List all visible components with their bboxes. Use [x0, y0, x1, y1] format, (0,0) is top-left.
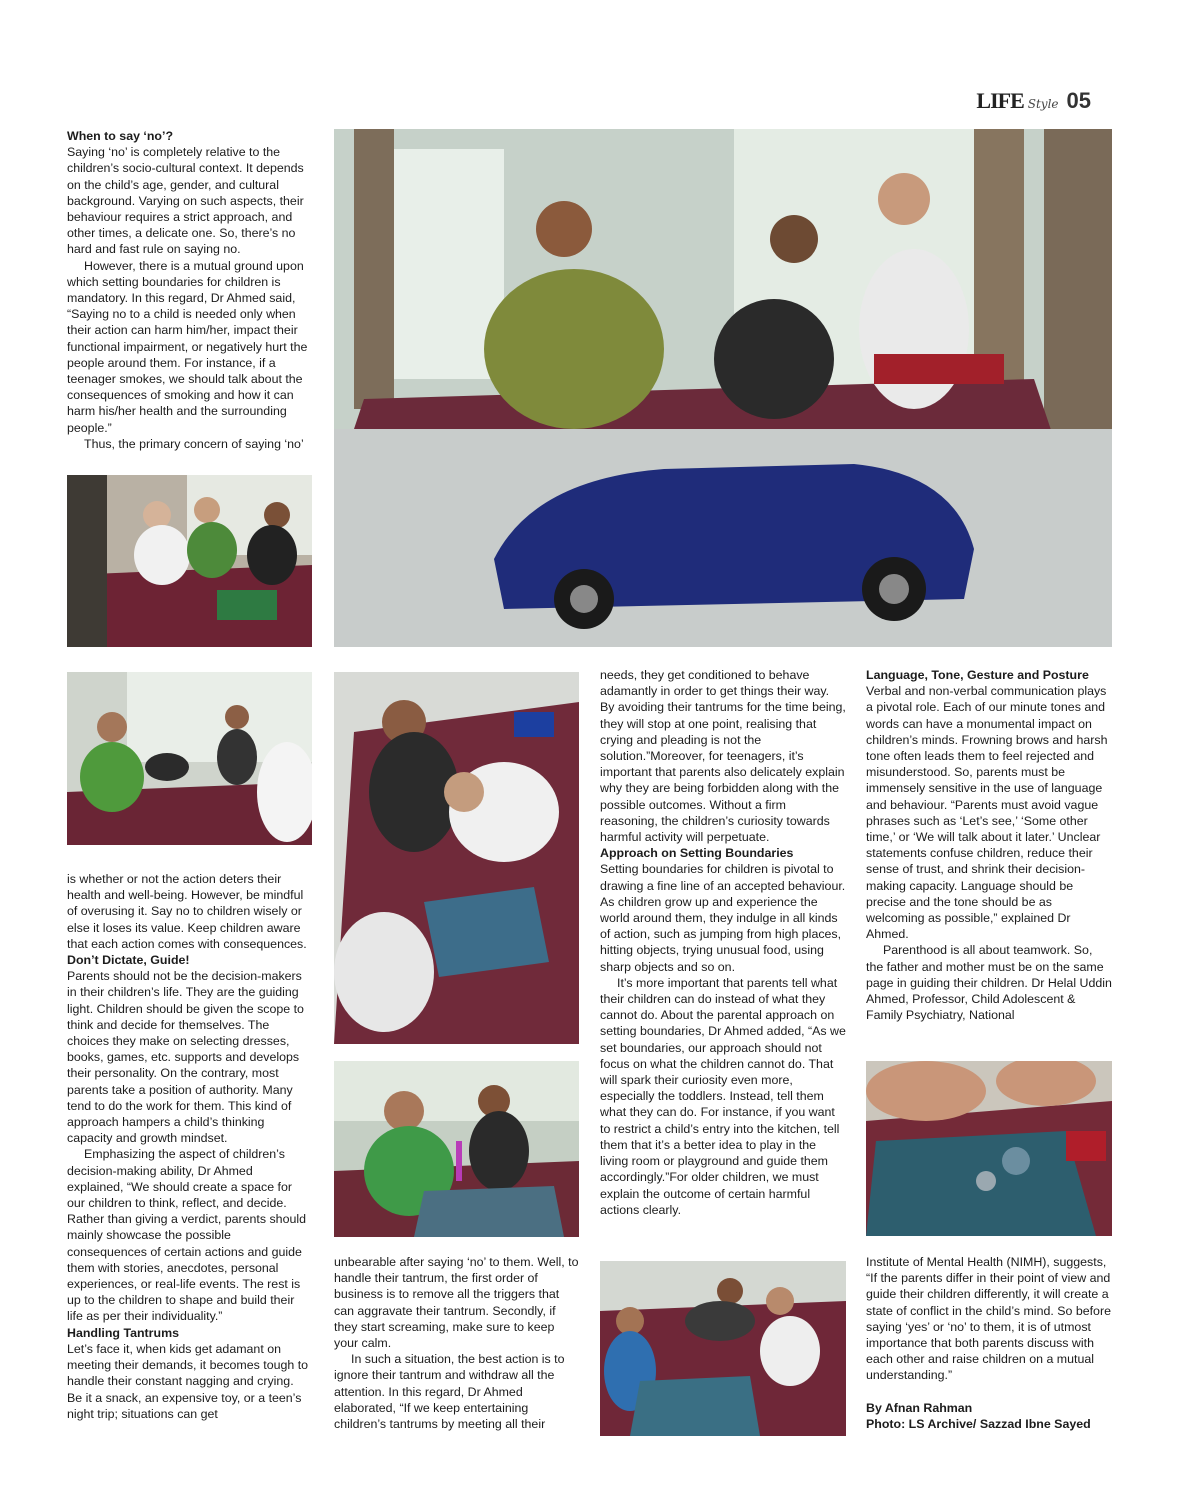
masthead — [976, 88, 1091, 114]
byline-author: By Afnan Rahman — [866, 1400, 973, 1415]
paragraph: needs, they get conditioned to behave adamantly in order to get things their way. By avoiding their tantrums for the time being, they will stop at one point, realising that crying and pleading is not the solution.”Moreover, for teenagers, it’s important that parents also delicately explain why they are being forbidden along with the possible outcomes. Without a firm reasoning, the children’s curiosity towards harmful activity will perpetuate. — [600, 668, 846, 845]
column-1-bottom — [67, 871, 312, 1422]
photo-center-mid — [334, 672, 579, 1044]
heading-language-tone: Language, Tone, Gesture and Posture — [866, 668, 1089, 682]
paragraph: Parenthood is all about teamwork. So, the father and mother must be on the same page in guiding their children. Dr Helal Uddin Ahmed, Professor, Child Adolescent & Family Psychiatry, National — [866, 943, 1112, 1023]
photo-left-top — [67, 475, 312, 647]
byline — [866, 1400, 1112, 1416]
heading-dont-dictate: Don’t Dictate, Guide! — [67, 953, 190, 968]
paragraph: Thus, the primary concern of saying ‘no’ — [84, 436, 304, 451]
paragraph: Verbal and non-verbal communication plays a pivotal role. Each of our minute tones and words can have a monumental impact on children’s minds. Frowning brows and harsh tone often leads them to feel rejected and misunderstood. So, parents must be immensely sensitive in the use of language and behaviour. “Parents must avoid vague phrases such as ‘Let’s see,’ ‘Some other time,’ or ‘We will talk about it later.’ Unclear statements confuse children, reduce their sense of trust, and shrink their decision-making capacity. Language should be precise and the tone should be as welcoming as possible,” explained Dr Ahmed. — [866, 684, 1108, 942]
page-number: 05 — [1066, 88, 1091, 113]
heading-when-to-say-no: When to say ‘no’? — [67, 129, 174, 143]
column-2-bottom — [334, 1254, 579, 1432]
photo-center-bottom — [334, 1061, 579, 1237]
paragraph: It’s more important that parents tell what their children can do instead of what they cannot do. About the parental approach on setting boundaries, Dr Ahmed added, “As we set boundaries, our approach should not focus on what the children cannot do. That will spark their curiosity even more, especially the toddlers. Instead, tell them what they can do. For instance, if you want to restrict a child’s entry into the kitchen, tell them that it’s a better idea to play in the living room or playground and guide them accordingly.”For older children, we must explain the outcome of certain harmful actions clearly. — [600, 975, 846, 1217]
paragraph: Institute of Mental Health (NIMH), suggests, “If the parents differ in their point of view and guide their children differently, it will create a state of conflict in the child’s mind. So before saying ‘yes’ or ‘no’ to them, it is of utmost importance that both parents discuss with each other and raise children on a mutual understanding.” — [866, 1255, 1111, 1383]
paragraph: In such a situation, the best action is to ignore their tantrum and withdraw all the attention. In this regard, Dr Ahmed elaborated, “If we keep entertaining children’s tantrums by meeting all their — [334, 1352, 565, 1432]
photo-center-bottom-illustration — [334, 1061, 579, 1237]
paragraph: Emphasizing the aspect of children’s decision-making ability, Dr Ahmed explained, “We should create a space for our children to think, reflect, and decide. Rather than giving a verdict, parents should mainly showcase the possible consequences of certain actions and guide them with stories, anecdotes, personal experiences, or real-life events. The rest is up to the children to shape and build their life as per their individuality.” — [67, 1147, 307, 1324]
paragraph: Saying ‘no’ is completely relative to the children’s socio-cultural context. It depends on the child’s age, gender, and cultural background. Varying on such aspects, their behaviour requires a strict approach, and other times, a delicate one. So, there’s no hard and fast rule on saying no. — [67, 145, 304, 257]
photo-center-mid-illustration — [334, 672, 579, 1044]
photo-right-bottom-illustration — [866, 1061, 1112, 1236]
paragraph: Setting boundaries for children is pivotal to drawing a fine line of an accepted behaviour. As children grow up and experience the world around them, they indulge in all kinds of action, such as jumping from high places, hitting objects, trying unusual food, using sharp objects and so on. — [600, 862, 846, 974]
photo-left-mid — [67, 672, 312, 845]
photo-right-bottom — [866, 1061, 1112, 1236]
masthead-brand: LIFE — [976, 88, 1024, 113]
photo-center-right-bottom — [600, 1261, 846, 1436]
column-4-bottom — [866, 1254, 1112, 1432]
paragraph: Let’s face it, when kids get adamant on meeting their demands, it becomes tough to handle their constant nagging and crying. Be it a snack, an expensive toy, or a teen’s night trip; situations can get — [67, 1341, 309, 1421]
photo-left-top-illustration — [67, 475, 312, 647]
paragraph: Parents should not be the decision-makers in their children’s life. They are the guiding light. Children should be given the scope to think and decide for themselves. The choices they make on selecting dresses, books, games, etc. supports and develops their personality. On the contrary, most parents take a position of authority. Many tend to do the work for them. This kind of approach hampers a child’s thinking capacity and growth mindset. — [67, 969, 304, 1146]
hero-photo-illustration — [334, 129, 1112, 647]
masthead-style: Style — [1027, 97, 1059, 111]
column-4-top — [866, 667, 1112, 1023]
paragraph: However, there is a mutual ground upon which setting boundaries for children is mandatory. In this regard, Dr Ahmed said, “Saying no to a child is needed only when their action can harm him/her, impact their functional impairment, or negatively hurt the people around them. For instance, if a teenager smokes, we should talk about the consequences of smoking and how it can harm his/her health and the surrounding people.” — [67, 258, 308, 435]
photo-credit-line — [866, 1416, 1112, 1432]
column-1-top — [67, 128, 312, 452]
heading-handling-tantrums: Handling Tantrums — [67, 1325, 179, 1340]
photo-center-right-bottom-illustration — [600, 1261, 846, 1436]
photo-credit: Photo: LS Archive/ Sazzad Ibne Sayed — [866, 1416, 1091, 1431]
hero-photo — [334, 129, 1112, 647]
column-3 — [600, 667, 846, 1218]
heading-approach-boundaries: Approach on Setting Boundaries — [600, 846, 794, 861]
paragraph: unbearable after saying ‘no’ to them. Well, to handle their tantrum, the first order of business is to remove all the triggers that can aggravate their tantrum. Secondly, if they start screaming, make sure to keep your calm. — [334, 1255, 579, 1351]
paragraph: is whether or not the action deters their health and well-being. However, be mindful of overusing it. Say no to children wisely or else it loses its value. Keep children aware that each action comes with consequences. — [67, 872, 307, 951]
photo-left-mid-illustration — [67, 672, 312, 845]
